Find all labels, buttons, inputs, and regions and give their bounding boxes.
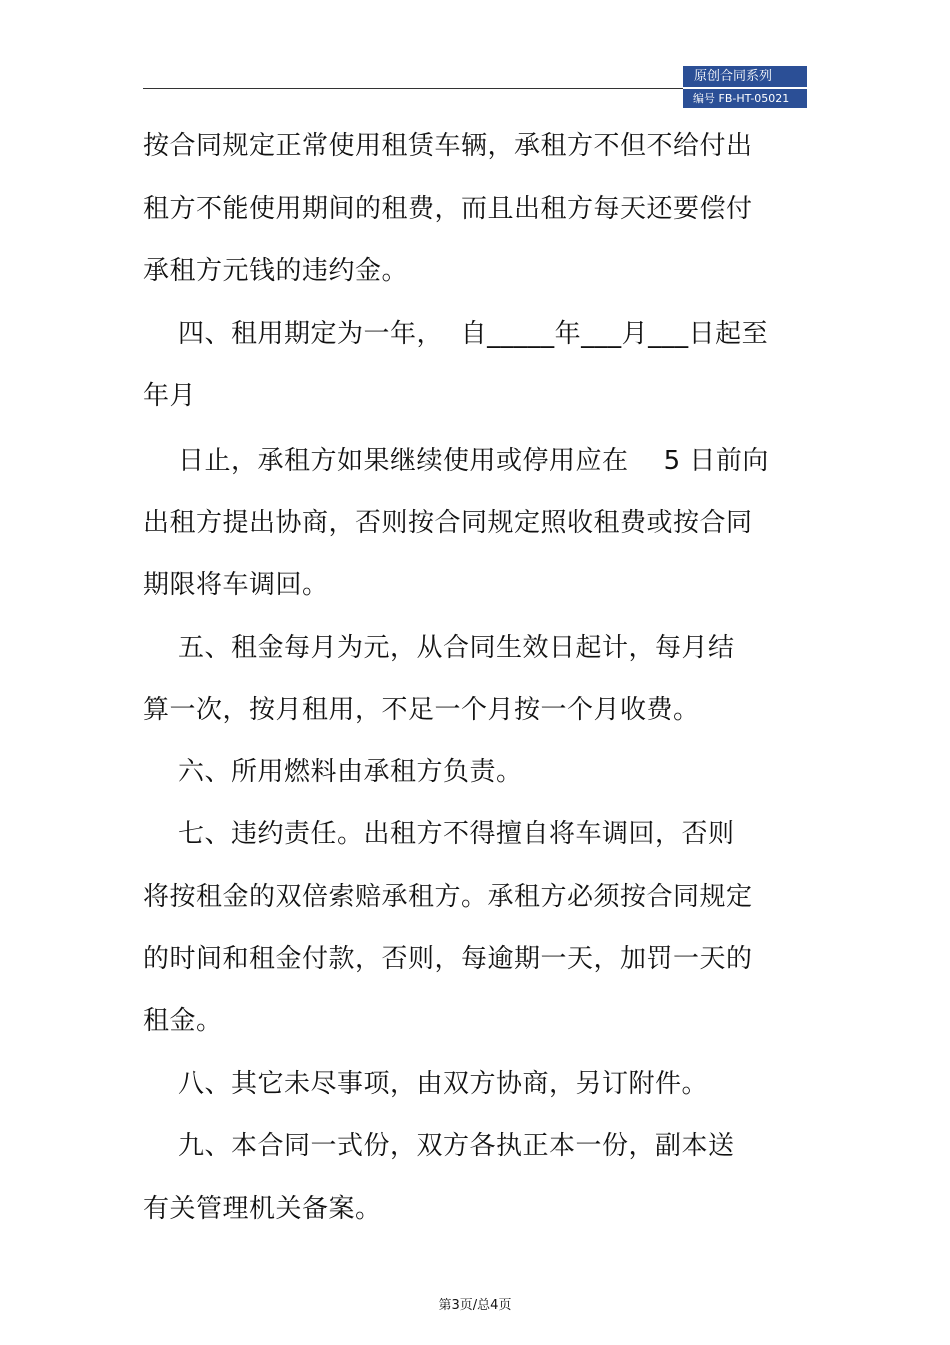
body-line: 租金。 [143,1006,223,1036]
body-line: 租方不能使用期间的租费，而且出租方每天还要偿付 [143,194,753,224]
body-line: 的时间和租金付款，否则，每逾期一天，加罚一天的 [143,944,753,974]
body-line: 算一次，按月租用，不足一个月按一个月收费。 [143,695,700,725]
body-line: 六、所用燃料由承租方负责。 [143,757,523,787]
body-line: 期限将车调回。 [143,570,329,600]
body-line: 将按租金的双倍索赔承租方。承租方必须按合同规定 [143,882,753,912]
body-line: 承租方元钱的违约金。 [143,256,409,286]
body-line: 出租方提出协商，否则按合同规定照收租费或按合同 [143,508,753,538]
body-line: 按合同规定正常使用租赁车辆，承租方不但不给付出 [143,131,753,161]
body-line: 九、本合同一式份，双方各执正本一份，副本送 [143,1131,735,1161]
document-code-badge: 编号 FB-HT-05021 [683,89,807,108]
body-line: 日止，承租方如果继续使用或停用应在 5 日前向 [143,446,769,476]
body-line: 有关管理机关备案。 [143,1194,382,1224]
body-line: 四、租用期定为一年， 自_____年___月___日起至 [143,319,769,349]
body-line: 五、租金每月为元，从合同生效日起计，每月结 [143,633,735,663]
header-rule [143,88,683,89]
series-badge: 原创合同系列 [683,66,807,87]
body-line: 年月 [143,381,197,411]
body-line: 七、违约责任。出租方不得擅自将车调回，否则 [143,819,735,849]
page-number: 第3页/总4页 [438,1298,512,1313]
body-line: 八、其它未尽事项，由双方协商，另订附件。 [143,1069,709,1099]
